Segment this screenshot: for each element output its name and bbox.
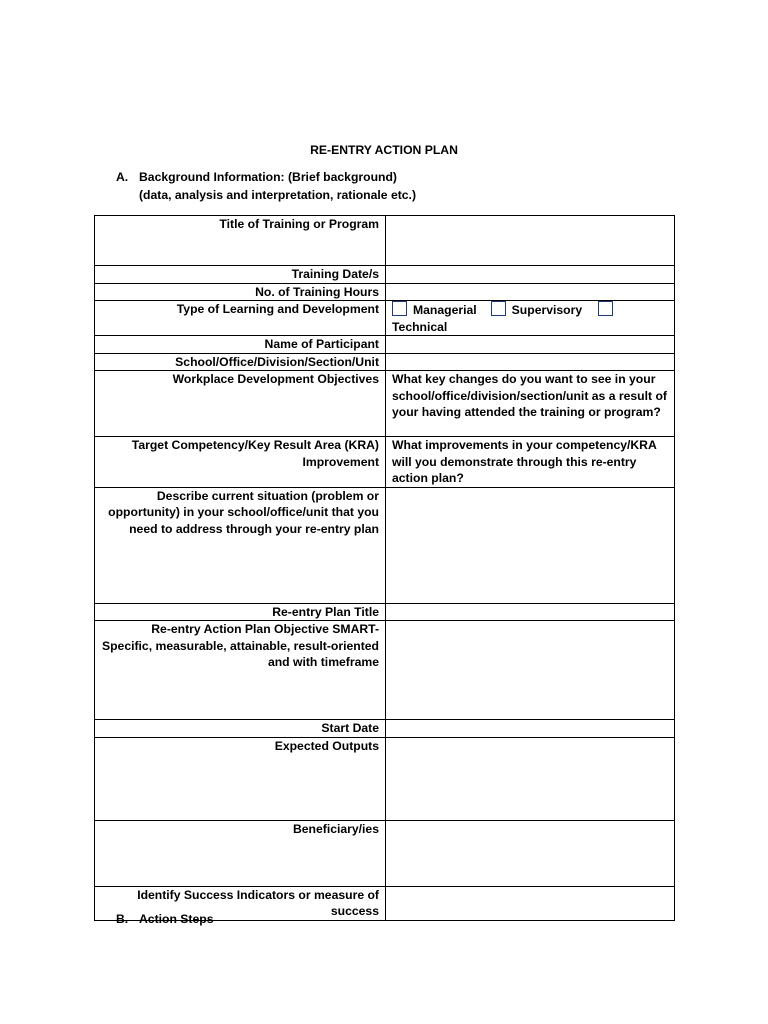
form-row-workplace-objectives [95, 371, 675, 437]
training-dates-field[interactable] [386, 266, 675, 284]
form-label: Describe current situation (problem or opportunity) in your school/office/unit that you need to address through your re-entry plan [95, 487, 386, 603]
learning-type-options [386, 301, 675, 336]
technical-option-label: Technical [392, 319, 448, 334]
document-title: RE-ENTRY ACTION PLAN [310, 143, 458, 157]
participant-name-field[interactable] [386, 336, 675, 354]
form-row-target-competency [95, 437, 675, 488]
form-label: Identify Success Indicators or measure of success [95, 886, 386, 920]
form-row-training-dates [95, 266, 675, 284]
section-b-title: Action Steps [139, 912, 214, 926]
form-label: Start Date [95, 720, 386, 738]
technical-checkbox[interactable] [598, 301, 613, 316]
section-a-title: Background Information: (Brief background) [139, 170, 397, 184]
form-row-start-date [95, 720, 675, 738]
supervisory-checkbox[interactable] [491, 301, 506, 316]
beneficiaries-field[interactable] [386, 820, 675, 886]
form-row-plan-objective [95, 621, 675, 720]
training-hours-field[interactable] [386, 283, 675, 301]
form-row-training-title [95, 216, 675, 266]
form-label: Beneficiary/ies [95, 820, 386, 886]
form-label: Workplace Development Objectives [95, 371, 386, 437]
form-label: Target Competency/Key Result Area (KRA) Improvement [95, 437, 386, 488]
form-row-school-office [95, 353, 675, 371]
form-label: Re-entry Action Plan Objective SMART- Specific, measurable, attainable, result-oriented and with timeframe [95, 621, 386, 720]
form-row-beneficiaries [95, 820, 675, 886]
action-plan-form [94, 215, 675, 921]
workplace-objectives-prompt[interactable]: What key changes do you want to see in your school/office/division/section/unit as a result of your having attended the training or program? [386, 371, 675, 437]
form-label: Expected Outputs [95, 737, 386, 820]
start-date-field[interactable] [386, 720, 675, 738]
target-competency-prompt[interactable]: What improvements in your competency/KRA will you demonstrate through this re-entry action plan? [386, 437, 675, 488]
section-a-letter: A. [116, 170, 129, 184]
supervisory-option-label: Supervisory [511, 303, 583, 317]
form-label: Name of Participant [95, 336, 386, 354]
form-row-expected-outputs [95, 737, 675, 820]
managerial-checkbox[interactable] [392, 301, 407, 316]
plan-title-field[interactable] [386, 603, 675, 621]
plan-objective-field[interactable] [386, 621, 675, 720]
form-row-current-situation [95, 487, 675, 603]
expected-outputs-field[interactable] [386, 737, 675, 820]
form-row-participant-name [95, 336, 675, 354]
form-label: No. of Training Hours [95, 283, 386, 301]
school-office-field[interactable] [386, 353, 675, 371]
managerial-option-label: Managerial [413, 303, 477, 317]
current-situation-field[interactable] [386, 487, 675, 603]
form-label: School/Office/Division/Section/Unit [95, 353, 386, 371]
training-title-field[interactable] [386, 216, 675, 266]
section-b-letter: B. [116, 912, 129, 926]
form-row-training-hours [95, 283, 675, 301]
form-label: Training Date/s [95, 266, 386, 284]
success-indicators-field[interactable] [386, 886, 675, 920]
form-label: Title of Training or Program [95, 216, 386, 266]
section-a-subtitle: (data, analysis and interpretation, rationale etc.) [139, 188, 416, 202]
form-label: Type of Learning and Development [95, 301, 386, 336]
form-row-plan-title [95, 603, 675, 621]
form-label: Re-entry Plan Title [95, 603, 386, 621]
form-row-learning-type [95, 301, 675, 336]
